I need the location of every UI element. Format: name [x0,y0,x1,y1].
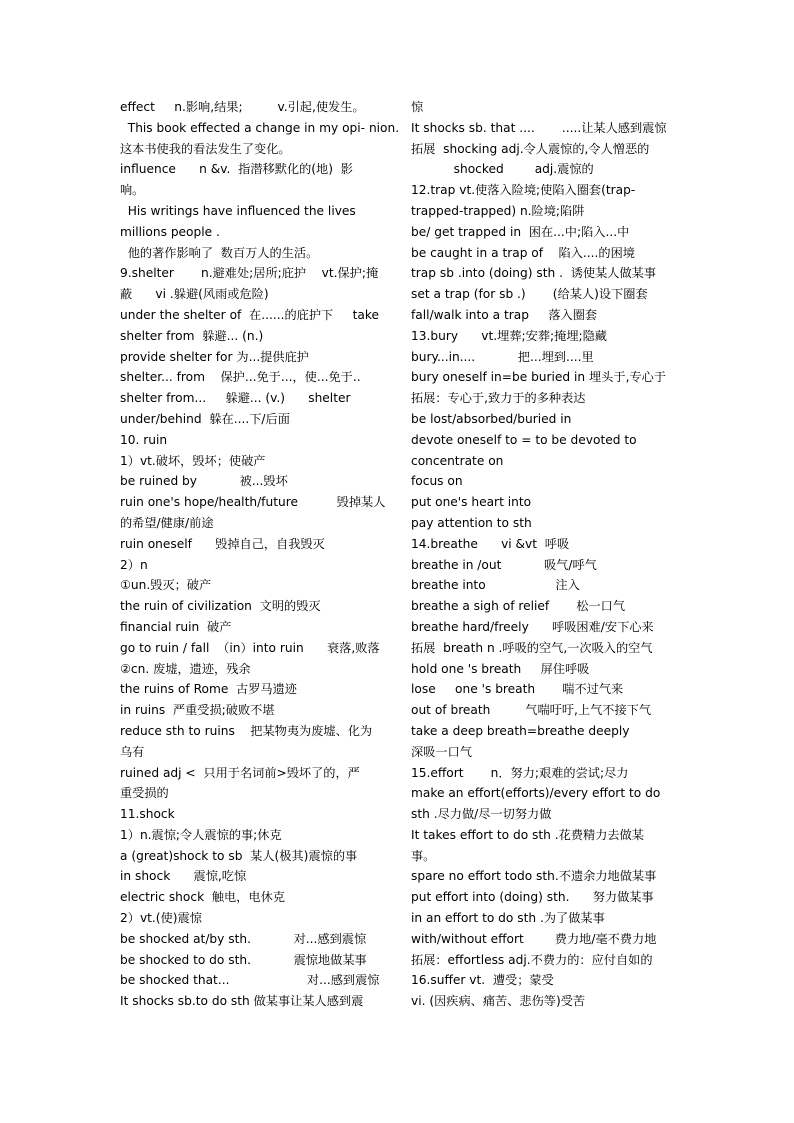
text-line: 9.shelter n.避难处;居所;庇护 vt.保护;掩 [120,266,379,281]
text-line: out of breath 气喘吁吁,上气不接下气 [411,703,652,718]
text-line: reduce sth to ruins 把某物夷为废墟、化为 [120,723,373,738]
text-line: 拓展 shocking adj.令人震惊的,令人憎恶的 [411,141,650,156]
text-line: under/behind 躲在....下/后面 [120,411,290,426]
text-line: 蔽 vi .躲避(风雨或危险) [120,287,269,302]
text-line: 1）n.震惊;令人震惊的事;休克 [120,827,282,842]
text-line: 拓展：effortless adj.不费力的：应付自如的 [411,952,653,967]
text-line: shelter from 躲避... (n.) [120,328,264,343]
text-line: 13.bury vt.埋葬;安葬;掩埋;隐藏 [411,328,607,343]
text-line: fall/walk into a trap 落入圈套 [411,307,598,322]
text-line: It shocks sb. that .... .....让某人感到震惊 [411,120,667,135]
text-line: be caught in a trap of 陷入....的困境 [411,245,635,260]
text-line: be shocked at/by sth. 对...感到震惊 [120,931,367,946]
text-line: concentrate on [411,453,504,468]
text-line: ruin oneself 毁掉自己，自我毁灭 [120,536,325,551]
text-line: 16.suffer vt. 遭受；蒙受 [411,973,554,988]
right-column [411,97,683,1012]
text-line: 2）n [120,557,148,572]
text-line: in ruins 严重受损;破败不堪 [120,703,275,718]
text-line: sth .尽力做/尽一切努力做 [411,807,552,822]
text-line: provide shelter for 为...提供庇护 [120,349,309,364]
text-line: the ruin of civilization 文明的毁灭 [120,599,321,614]
text-line: 1）vt.破坏，毁坏；使破产 [120,453,266,468]
text-line: set a trap (for sb .) (给某人)设下圈套 [411,287,648,302]
text-line: 2）vt.(使)震惊 [120,911,202,926]
text-line: 拓展 breath n .呼吸的空气,一次吸入的空气 [411,640,653,655]
text-line: be lost/absorbed/buried in [411,411,572,426]
text-line: 惊 [411,100,424,114]
text-line: This book effected a change in my opi- nion. [120,120,400,135]
text-line: shocked adj.震惊的 [411,162,594,177]
text-line: It shocks sb.to do sth 做某事让某人感到震 [120,994,364,1009]
text-line: a (great)shock to sb 某人(极其)震惊的事 [120,848,358,863]
text-line: be/ get trapped in 困在...中;陷入...中 [411,224,630,239]
text-line: bury...in.... 把...埋到....里 [411,349,594,364]
text-line: pay attention to sth [411,515,532,530]
text-line: His writings have influenced the lives [120,203,356,218]
text-line: ruin one's hope/health/future 毁掉某人 [120,495,386,510]
text-line: be shocked to do sth. 震惊地做某事 [120,952,367,967]
text-line: millions people . [120,224,220,239]
text-line: lose one 's breath 喘不过气来 [411,682,624,697]
left-column [120,97,400,1012]
text-line: 的希望/健康/前途 [120,515,214,530]
text-line: go to ruin / fall （in）into ruin 衰落,败落 [120,640,380,655]
text-line: 深吸一口气 [411,744,472,759]
text-line: electric shock 触电，电休克 [120,890,285,905]
text-line: influence n &v. 指潜移默化的(地) 影 [120,162,353,177]
text-line: put one's heart into [411,495,532,510]
text-line: breathe into 注入 [411,578,580,593]
text-line: under the shelter of 在......的庇护下 take [120,307,379,322]
text-line: vi. (因疾病、痛苦、悲伤等)受苦 [411,994,586,1009]
text-line: 15.effort n．努力;艰难的尝试;尽力 [411,765,629,780]
text-line: 12.trap vt.使落入险境;使陷入圈套(trap- [411,183,636,198]
text-line: breathe a sigh of relief 松一口气 [411,599,626,614]
text-line: ruined adj < 只用于名词前>毁坏了的，严 [120,765,360,780]
text-line: make an effort(efforts)/every effort to do [411,786,661,801]
text-line: devote oneself to = to be devoted to [411,432,637,447]
text-line: spare no effort todo sth.不遗余力地做某事 [411,869,657,884]
text-line: trap sb .into (doing) sth . 诱使某人做某事 [411,266,657,281]
text-line: bury oneself in=be buried in 埋头于,专心于 [411,370,667,385]
text-line: hold one 's breath 屏住呼吸 [411,661,590,676]
text-line: focus on [411,474,463,489]
text-line: in an effort to do sth .为了做某事 [411,911,605,926]
text-line: ②cn. 废墟，遗迹，残余 [120,661,251,676]
text-line: 这本书使我的看法发生了变化。 [120,141,291,156]
text-line: 重受损的 [120,786,169,801]
text-line: be ruined by 被...毁坏 [120,474,288,489]
text-line: 响。 [120,183,145,198]
text-line: in shock 震惊,吃惊 [120,869,247,884]
text-line: 乌有 [120,744,145,759]
text-line: 事。 [411,848,436,863]
text-line: the ruins of Rome 古罗马遗迹 [120,682,297,697]
text-line: 10. ruin [120,432,168,447]
text-line: 他的著作影响了 数百万人的生活。 [120,245,319,260]
text-line: 11.shock [120,807,175,822]
text-line: put effort into (doing) sth. 努力做某事 [411,890,654,905]
text-line: It takes effort to do sth .花费精力去做某 [411,827,644,842]
text-line: shelter... from 保护...免于...，使...免于.. [120,370,361,385]
text-line: breathe hard/freely 呼吸困难/安下心来 [411,619,654,634]
text-line: breathe in /out 吸气/呼气 [411,557,597,572]
text-line: trapped-trapped) n.险境;陷阱 [411,203,585,218]
text-line: be shocked that... 对...感到震惊 [120,973,380,988]
text-line: 14.breathe vi &vt 呼吸 [411,536,570,551]
text-line: 拓展：专心于,致力于的多种表达 [411,391,586,406]
text-line: effect n.影响,结果; v.引起,使发生。 [120,100,365,114]
text-line: take a deep breath=breathe deeply [411,723,630,738]
text-line: financial ruin 破产 [120,619,232,634]
text-line: with/without effort 费力地/毫不费力地 [411,931,657,946]
text-line: ①un.毁灭；破产 [120,578,212,593]
text-line: shelter from... 躲避... (v.) shelter [120,391,351,406]
